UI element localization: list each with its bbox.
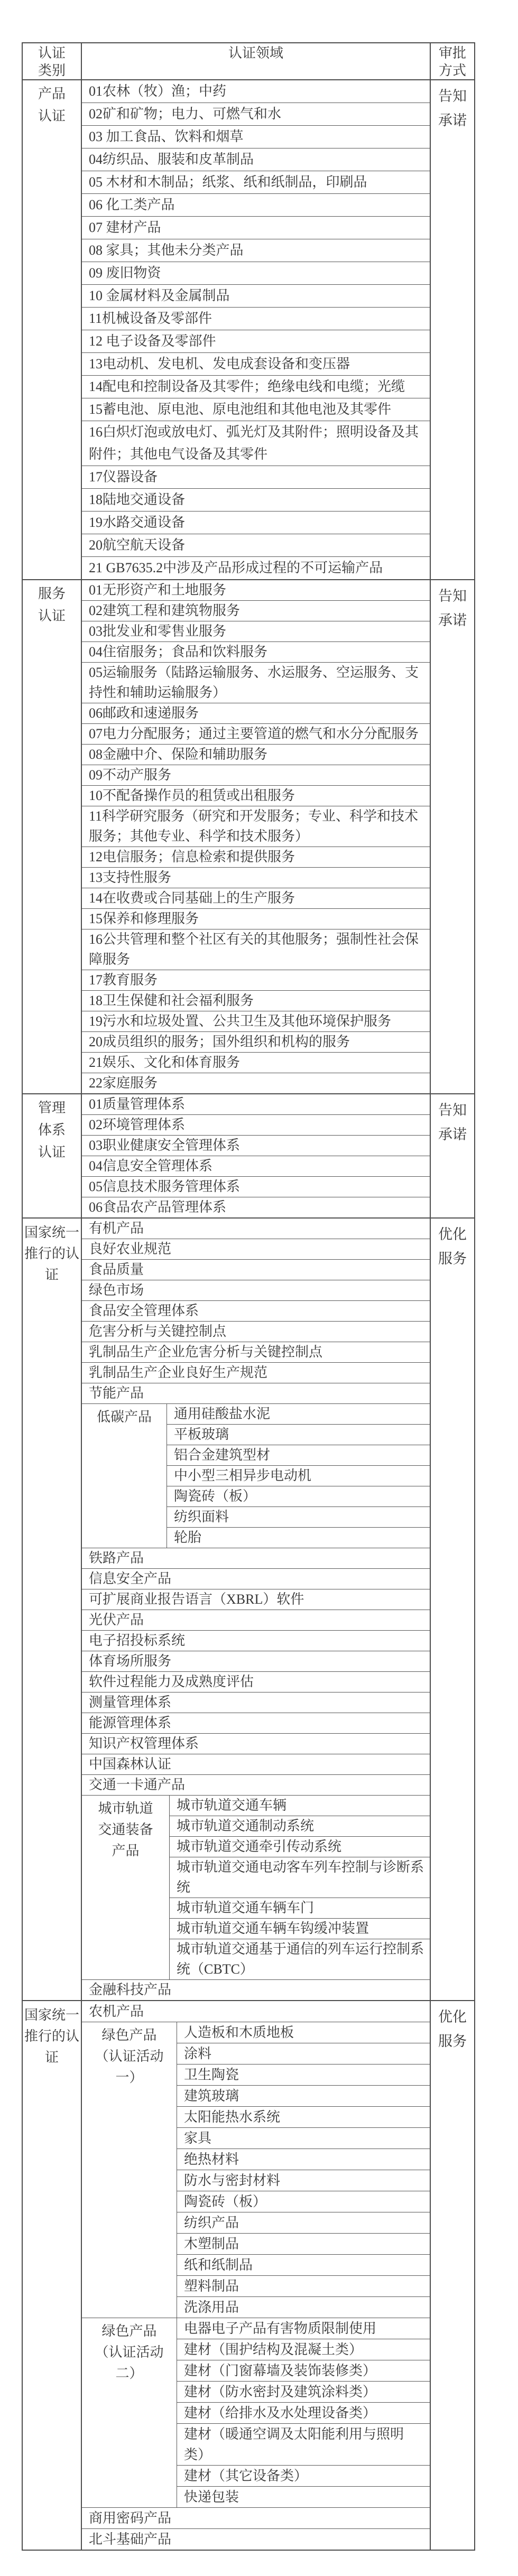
field-row-label: 07电力分配服务；通过主要管道的燃气和水分分配服务 xyxy=(89,726,419,741)
field-row xyxy=(177,2233,430,2254)
field-row-label: 17教育服务 xyxy=(89,972,158,988)
field-row-label: 防水与密封材料 xyxy=(184,2173,281,2188)
field-row-label: 北斗基础产品 xyxy=(89,2532,172,2547)
field-row xyxy=(82,1342,430,1362)
field-row xyxy=(82,262,430,284)
field-row-label: 城市轨道交通制动系统 xyxy=(177,1818,314,1834)
field-rows xyxy=(82,1094,430,1217)
field-row-label: 15保养和修理服务 xyxy=(89,911,199,926)
field-row xyxy=(82,239,430,262)
field-row xyxy=(177,2402,430,2423)
field-row-label: 05信息技术服务管理体系 xyxy=(89,1179,240,1194)
field-row-label: 21 GB7635.2中涉及产品形成过程的不可运输产品 xyxy=(89,560,383,575)
approval-cell xyxy=(430,2001,474,2550)
category-cell xyxy=(23,80,82,579)
group-label-cell xyxy=(82,2318,177,2507)
field-row-label: 软件过程能力及成熟度评估 xyxy=(89,1674,254,1689)
field-row xyxy=(82,908,430,929)
field-row-label: 04纺织品、服装和皮革制品 xyxy=(89,152,254,167)
field-row-label: 02矿和矿物；电力、可燃气和水 xyxy=(89,106,282,122)
field-row-label: 塑料制品 xyxy=(184,2279,239,2294)
field-row-label: 光伏产品 xyxy=(89,1612,144,1628)
section-national-2 xyxy=(23,2000,474,2550)
field-row-label: 11科学研究服务（研究和开发服务；专业、科学和技术服务；其他专业、科学和技术服务） xyxy=(89,808,419,844)
field-row-label: 13支持性服务 xyxy=(89,870,172,885)
group-label: 城市轨道交通装备产品 xyxy=(98,1801,153,1858)
field-row-label: 08金融中介、保险和辅助服务 xyxy=(89,747,268,762)
field-row xyxy=(167,1527,430,1548)
field-row xyxy=(170,1898,430,1918)
field-row-label: 02环境管理体系 xyxy=(89,1117,186,1132)
field-row xyxy=(177,2191,430,2212)
field-row-label: 22家庭服务 xyxy=(89,1075,158,1091)
field-row xyxy=(82,662,430,703)
field-row xyxy=(82,1052,430,1073)
group-items xyxy=(167,1404,430,1548)
field-row xyxy=(170,1939,430,1979)
field-row-label: 陶瓷砖（板） xyxy=(174,1489,257,1504)
field-row-label: 危害分析与关键控制点 xyxy=(89,1324,227,1339)
field-row-label: 电子招投标系统 xyxy=(89,1633,186,1648)
header-certification-category: 认证类别 xyxy=(23,43,82,79)
field-row xyxy=(82,1630,430,1651)
field-row-label: 04住宿服务；食品和饮料服务 xyxy=(89,644,268,659)
field-row xyxy=(170,1918,430,1939)
field-row xyxy=(82,2001,430,2022)
field-group xyxy=(82,1403,430,1548)
category-label: 国家统一推行的认证 xyxy=(24,1225,80,1282)
approval-cell xyxy=(430,580,474,1093)
field-row xyxy=(82,1568,430,1589)
field-row-label: 建材（门窗幕墙及装饰装修类） xyxy=(184,2363,377,2378)
field-row-label: 建材（暖通空调及太阳能利用与照明类） xyxy=(184,2426,404,2462)
approval-label: 告知承诺 xyxy=(438,1102,467,1142)
field-row-label: 农机产品 xyxy=(89,2004,144,2019)
field-row xyxy=(177,2022,430,2043)
table-body xyxy=(23,80,474,2550)
category-label: 服务认证 xyxy=(38,586,66,624)
field-row-label: 涂料 xyxy=(184,2046,212,2061)
field-row xyxy=(167,1486,430,1506)
group-label-cell xyxy=(82,2022,177,2318)
field-row-label: 家具 xyxy=(184,2131,212,2146)
category-cell xyxy=(23,2001,82,2550)
field-row xyxy=(82,888,430,908)
field-row xyxy=(82,125,430,148)
field-row-label: 04信息安全管理体系 xyxy=(89,1158,213,1174)
field-row-label: 知识产权管理体系 xyxy=(89,1736,199,1751)
group-items xyxy=(177,2022,430,2318)
field-row xyxy=(82,488,430,511)
field-row xyxy=(82,193,430,216)
field-row xyxy=(82,765,430,785)
field-row xyxy=(177,2360,430,2381)
field-row xyxy=(170,1816,430,1836)
field-row xyxy=(82,1774,430,1795)
field-row xyxy=(82,703,430,723)
field-row-label: 14配电和控制设备及其零件；绝缘电线和电缆；光缆 xyxy=(89,379,405,394)
field-row-label: 建材（围护结构及混凝土类） xyxy=(184,2342,363,2357)
field-row xyxy=(170,1857,430,1898)
field-row-label: 06食品农产品管理体系 xyxy=(89,1199,227,1215)
field-row-label: 03 加工食品、饮料和烟草 xyxy=(89,129,244,144)
field-row xyxy=(82,148,430,171)
field-row xyxy=(82,1713,430,1733)
field-row-label: 乳制品生产企业良好生产规范 xyxy=(89,1365,268,1380)
field-row-label: 乳制品生产企业危害分析与关键控制点 xyxy=(89,1344,323,1360)
field-row xyxy=(82,534,430,556)
field-row-label: 城市轨道交通车辆车钩缓冲装置 xyxy=(177,1921,369,1936)
field-row-label: 轮胎 xyxy=(174,1530,202,1545)
field-row-label: 信息安全产品 xyxy=(89,1571,172,1586)
field-row-label: 08 家具；其他未分类产品 xyxy=(89,243,244,258)
field-row-label: 16公共管理和整个社区有关的其他服务；强制性社会保障服务 xyxy=(89,932,419,967)
field-row-label: 商用密码产品 xyxy=(89,2510,172,2526)
field-row-label: 09 废旧物资 xyxy=(89,265,161,281)
field-row xyxy=(177,2318,430,2339)
field-row xyxy=(167,1445,430,1465)
field-row-label: 洗涤用品 xyxy=(184,2300,239,2315)
field-row xyxy=(82,1114,430,1135)
field-row-label: 绝热材料 xyxy=(184,2152,239,2167)
field-row-label: 中小型三相异步电动机 xyxy=(174,1468,312,1483)
field-row xyxy=(82,621,430,641)
field-row xyxy=(82,1219,430,1239)
field-row xyxy=(82,1011,430,1031)
field-group xyxy=(82,1795,430,1979)
field-row xyxy=(82,867,430,888)
field-row xyxy=(82,1259,430,1280)
field-row xyxy=(82,785,430,806)
field-row xyxy=(170,1836,430,1857)
approval-cell xyxy=(430,80,474,579)
field-row xyxy=(82,556,430,579)
field-row xyxy=(82,641,430,662)
field-row-label: 纸和纸制品 xyxy=(184,2257,253,2273)
field-row-label: 05运输服务（陆路运输服务、水运服务、空运服务、支持性和辅助运输服务） xyxy=(89,665,419,700)
field-row-label: 铝合金建筑型材 xyxy=(174,1447,271,1463)
field-row xyxy=(82,1362,430,1383)
field-row-label: 铁路产品 xyxy=(89,1550,144,1566)
category-label: 管理体系认证 xyxy=(38,1100,66,1160)
section-national-1 xyxy=(23,1217,474,2000)
field-row-label: 能源管理体系 xyxy=(89,1715,172,1731)
field-row-label: 07 建材产品 xyxy=(89,220,161,235)
field-row xyxy=(82,352,430,375)
field-row xyxy=(82,1300,430,1321)
field-row xyxy=(82,284,430,307)
field-row xyxy=(82,990,430,1011)
section-service xyxy=(23,579,474,1093)
field-row-label: 建材（防水密封及建筑涂料类） xyxy=(184,2384,377,2400)
field-row-label: 17仪器设备 xyxy=(89,469,158,485)
field-row xyxy=(82,1754,430,1774)
field-rows xyxy=(82,580,430,1093)
field-row-label: 12 电子设备及零部件 xyxy=(89,333,216,349)
field-row-label: 平板玻璃 xyxy=(174,1427,229,1442)
field-row xyxy=(82,970,430,990)
field-row xyxy=(82,398,430,421)
field-row-label: 食品安全管理体系 xyxy=(89,1303,199,1318)
field-row xyxy=(82,1073,430,1093)
category-cell xyxy=(23,1219,82,2000)
field-row xyxy=(82,171,430,193)
group-label: 绿色产品（认证活动二） xyxy=(95,2323,164,2381)
field-row-label: 12电信服务；信息检索和提供服务 xyxy=(89,849,295,864)
field-row-label: 06邮政和速递服务 xyxy=(89,705,199,721)
field-row xyxy=(177,2106,430,2127)
group-items xyxy=(177,2318,430,2507)
field-row xyxy=(177,2339,430,2360)
field-row xyxy=(82,1156,430,1176)
field-row-label: 交通一卡通产品 xyxy=(89,1777,186,1792)
field-row xyxy=(82,1671,430,1692)
field-row xyxy=(82,744,430,765)
field-row xyxy=(82,1383,430,1403)
field-row-label: 20航空航天设备 xyxy=(89,537,186,553)
field-row xyxy=(177,2381,430,2402)
field-row-label: 木塑制品 xyxy=(184,2236,239,2252)
field-row xyxy=(82,1692,430,1713)
field-row-label: 建筑玻璃 xyxy=(184,2088,239,2104)
field-row-label: 太阳能热水系统 xyxy=(184,2109,281,2125)
field-row-label: 13电动机、发电机、发电成套设备和变压器 xyxy=(89,356,350,371)
field-row-label: 11机械设备及零部件 xyxy=(89,311,212,326)
field-row xyxy=(82,1979,430,2000)
group-items xyxy=(170,1796,430,1979)
field-row xyxy=(82,806,430,847)
field-row-label: 人造板和木质地板 xyxy=(184,2025,294,2040)
field-row xyxy=(82,1733,430,1754)
approval-label: 告知承诺 xyxy=(438,88,467,128)
field-row xyxy=(167,1465,430,1486)
field-row-label: 05 木材和木制品；纸浆、纸和纸制品，印刷品 xyxy=(89,174,367,190)
field-row-label: 01农林（牧）渔；中药 xyxy=(89,83,227,99)
field-row xyxy=(82,600,430,621)
field-row xyxy=(177,2423,430,2465)
field-row xyxy=(177,2043,430,2064)
field-row xyxy=(82,1031,430,1052)
field-row-label: 01质量管理体系 xyxy=(89,1096,186,1112)
field-row xyxy=(82,2507,430,2528)
field-row xyxy=(82,1197,430,1217)
field-row-label: 20成员组织的服务；国外组织和机构的服务 xyxy=(89,1034,350,1049)
field-row xyxy=(82,1280,430,1300)
category-label: 国家统一推行的认证 xyxy=(24,2007,80,2065)
field-rows xyxy=(82,80,430,579)
field-row xyxy=(82,1094,430,1114)
field-rows xyxy=(82,2001,430,2550)
field-row xyxy=(82,1239,430,1259)
section-product xyxy=(23,80,474,579)
field-row xyxy=(82,580,430,600)
field-row-label: 电器电子产品有害物质限制使用 xyxy=(184,2321,377,2336)
field-row xyxy=(82,103,430,125)
approval-label: 告知承诺 xyxy=(438,588,467,628)
field-row xyxy=(177,2465,430,2486)
field-row-label: 通用硅酸盐水泥 xyxy=(174,1406,271,1421)
field-row-label: 良好农业规范 xyxy=(89,1241,172,1257)
field-rows xyxy=(82,1219,430,2000)
field-row-label: 02建筑工程和建筑物服务 xyxy=(89,603,240,618)
approval-label: 优化服务 xyxy=(438,1226,467,1267)
field-row xyxy=(82,216,430,239)
field-row xyxy=(82,307,430,330)
field-row xyxy=(177,2064,430,2085)
field-row-label: 节能产品 xyxy=(89,1385,144,1401)
field-row-label: 03职业健康安全管理体系 xyxy=(89,1138,240,1153)
field-row-label: 18卫生保健和社会福利服务 xyxy=(89,993,254,1008)
field-row xyxy=(177,2170,430,2191)
field-row-label: 有机产品 xyxy=(89,1221,144,1236)
group-label-cell xyxy=(82,1404,167,1548)
field-row xyxy=(82,1176,430,1197)
field-row-label: 陶瓷砖（板） xyxy=(184,2194,267,2209)
field-row xyxy=(177,2486,430,2507)
field-row-label: 03批发业和零售业服务 xyxy=(89,624,227,639)
field-row-label: 19水路交通设备 xyxy=(89,515,186,530)
field-row-label: 金融科技产品 xyxy=(89,1982,172,1997)
field-row-label: 食品质量 xyxy=(89,1262,144,1277)
field-row-label: 快递包装 xyxy=(184,2489,239,2505)
field-row xyxy=(82,1610,430,1630)
field-row xyxy=(82,421,430,466)
field-row xyxy=(82,1651,430,1671)
field-row-label: 19污水和垃圾处置、公共卫生及其他环境保护服务 xyxy=(89,1013,392,1029)
field-row xyxy=(82,80,430,103)
field-row-label: 中国森林认证 xyxy=(89,1756,172,1772)
certification-table xyxy=(22,42,475,2551)
field-row xyxy=(177,2212,430,2233)
field-row-label: 城市轨道交通电动客车列车控制与诊断系统 xyxy=(177,1859,424,1895)
field-row xyxy=(82,511,430,534)
field-row xyxy=(82,1321,430,1342)
field-row xyxy=(82,375,430,398)
field-row-label: 09不动产服务 xyxy=(89,767,172,783)
category-cell xyxy=(23,580,82,1093)
field-row-label: 可扩展商业报告语言（XBRL）软件 xyxy=(89,1592,304,1607)
field-row xyxy=(82,1135,430,1156)
group-label: 绿色产品（认证活动一） xyxy=(95,2028,164,2085)
field-row-label: 14在收费或合同基础上的生产服务 xyxy=(89,890,295,906)
field-row xyxy=(170,1796,430,1816)
field-row xyxy=(167,1506,430,1527)
section-management xyxy=(23,1093,474,1217)
field-group xyxy=(82,2022,430,2318)
field-row-label: 纺织面料 xyxy=(174,1509,229,1524)
group-label: 低碳产品 xyxy=(96,1409,152,1425)
field-row xyxy=(82,723,430,744)
field-row xyxy=(82,2528,430,2550)
field-row xyxy=(177,2254,430,2275)
field-row-label: 纺织产品 xyxy=(184,2215,239,2230)
field-row-label: 卫生陶瓷 xyxy=(184,2067,239,2082)
field-row-label: 建材（其它设备类） xyxy=(184,2468,308,2484)
field-row-label: 绿色市场 xyxy=(89,1282,144,1298)
field-row-label: 体育场所服务 xyxy=(89,1653,172,1669)
field-row-label: 16白炽灯泡或放电灯、弧光灯及其附件；照明设备及其附件；其他电气设备及其零件 xyxy=(89,424,419,462)
field-row xyxy=(177,2296,430,2318)
field-group xyxy=(82,2318,430,2507)
field-row xyxy=(167,1404,430,1424)
field-row-label: 15蓄电池、原电池、原电池组和其他电池及其零件 xyxy=(89,402,392,417)
field-row-label: 18陆地交通设备 xyxy=(89,492,186,507)
field-row-label: 城市轨道交通基于通信的列车运行控制系统（CBTC） xyxy=(177,1941,424,1977)
field-row xyxy=(82,1589,430,1610)
field-row xyxy=(177,2127,430,2149)
approval-cell xyxy=(430,1219,474,2000)
field-row-label: 06 化工类产品 xyxy=(89,197,175,212)
approval-label: 优化服务 xyxy=(438,2009,467,2049)
field-row-label: 建材（给排水及水处理设备类） xyxy=(184,2405,377,2421)
field-row xyxy=(177,2085,430,2106)
field-row-label: 01无形资产和土地服务 xyxy=(89,582,227,598)
approval-cell xyxy=(430,1094,474,1217)
category-cell xyxy=(23,1094,82,1217)
field-row-label: 10不配备操作员的租赁或出租服务 xyxy=(89,788,295,803)
field-row-label: 10 金属材料及金属制品 xyxy=(89,288,230,303)
field-row xyxy=(82,330,430,352)
field-row xyxy=(177,2149,430,2170)
field-row xyxy=(82,929,430,970)
field-row xyxy=(167,1424,430,1445)
field-row xyxy=(82,1548,430,1568)
field-row xyxy=(82,847,430,867)
group-label-cell xyxy=(82,1796,170,1979)
field-row-label: 城市轨道交通车辆 xyxy=(177,1798,287,1813)
category-label: 产品认证 xyxy=(38,86,66,124)
header-certification-field: 认证领域 xyxy=(228,45,283,61)
field-row xyxy=(177,2275,430,2296)
header-approval-method: 审批方式 xyxy=(430,43,474,79)
field-row-label: 城市轨道交通牵引传动系统 xyxy=(177,1839,342,1854)
field-row-label: 城市轨道交通车辆车门 xyxy=(177,1900,314,1915)
field-row xyxy=(82,466,430,488)
field-row-label: 测量管理体系 xyxy=(89,1695,172,1710)
field-row-label: 21娱乐、文化和体育服务 xyxy=(89,1055,240,1070)
table-header xyxy=(23,43,474,80)
